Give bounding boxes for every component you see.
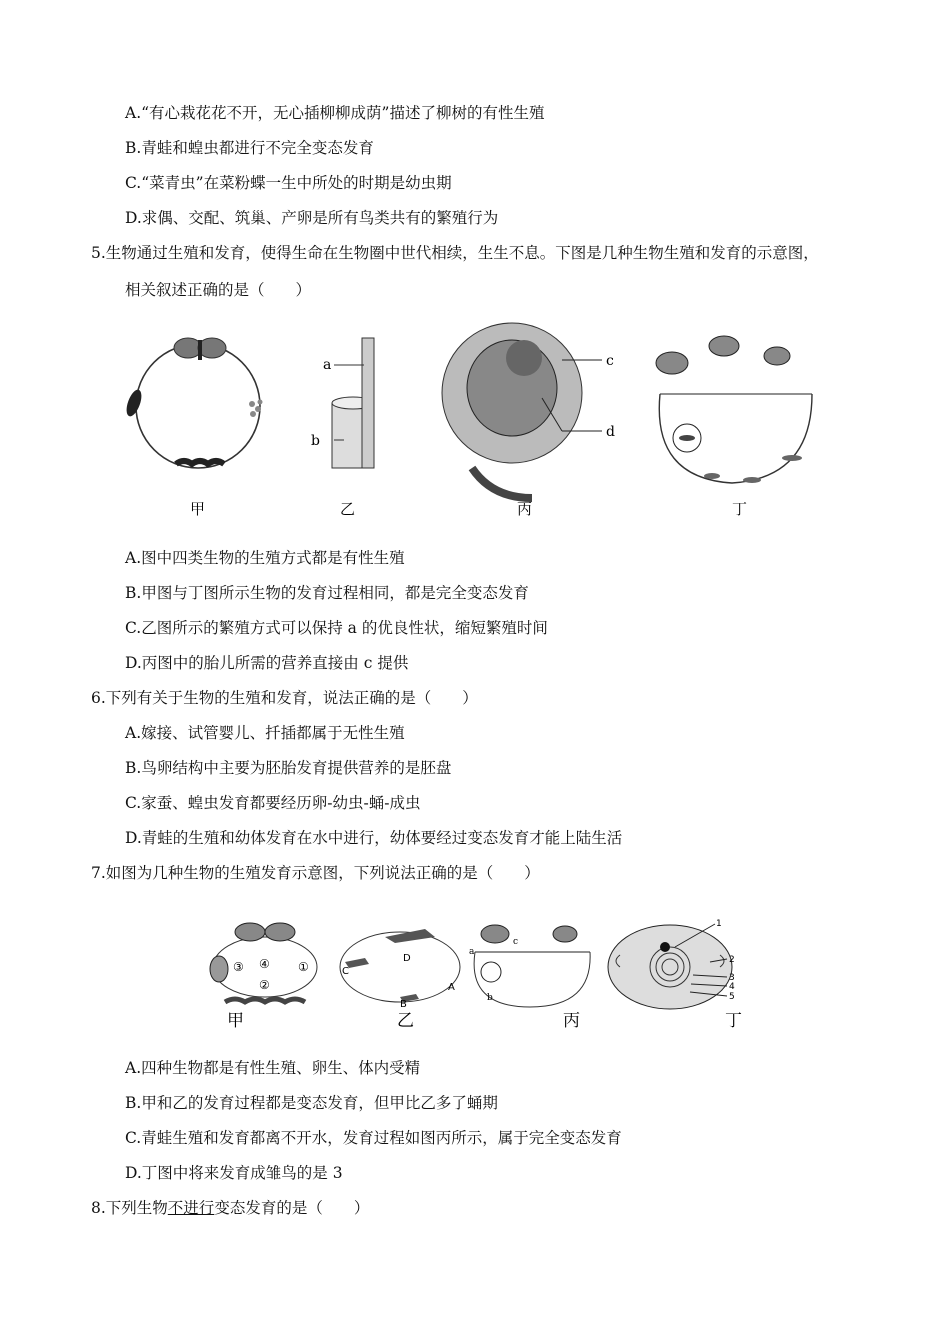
q5-caption-jia: 甲 xyxy=(190,500,206,518)
q5-ding-frog-lifecycle xyxy=(656,336,812,483)
q7-caption-bing: 丙 xyxy=(563,1011,580,1031)
q7-letter-small-b: b xyxy=(487,993,493,1003)
q7-letter-a: A xyxy=(448,982,455,993)
pupa-icon xyxy=(124,388,145,418)
q8-stem-prefix: 8.下列生物 xyxy=(91,1199,168,1217)
q8-stem-suffix: 变态发育的是（ ） xyxy=(214,1199,370,1217)
q4-option-a: A.“有心栽花花不开，无心插柳柳成荫”描述了柳树的有性生殖 xyxy=(125,104,545,122)
q7-ding-bird-egg xyxy=(608,924,732,1009)
q5-bing-fetus xyxy=(442,323,602,498)
frog-icon-3 xyxy=(764,347,790,365)
moth-icon xyxy=(174,338,226,360)
q4-option-d: D.求偶、交配、筑巢、产卵是所有鸟类共有的繁殖行为 xyxy=(125,209,499,227)
frog-egg-icon xyxy=(481,962,501,982)
q5-option-c: C.乙图所示的繁殖方式可以保持 a 的优良性状，缩短繁殖时间 xyxy=(125,619,548,637)
q7-circled-2: ② xyxy=(259,978,270,992)
q5-stem-cont: 相关叙述正确的是（ ） xyxy=(125,281,312,299)
q7-letter-small-c: c xyxy=(513,937,519,947)
q7-letter-small-a: a xyxy=(469,947,475,957)
q5-label-c: c xyxy=(606,353,614,369)
q5-option-b: B.甲图与丁图所示生物的发育过程相同，都是完全变态发育 xyxy=(125,584,529,602)
q7-figure-svg xyxy=(205,912,760,1034)
q7-caption-ding: 丁 xyxy=(725,1011,742,1031)
q5-caption-ding: 丁 xyxy=(732,500,748,518)
locust-icon xyxy=(385,929,435,943)
q6-option-a: A.嫁接、试管婴儿、扦插都属于无性生殖 xyxy=(125,724,405,742)
q7-circled-3: ③ xyxy=(233,960,244,974)
q7-egg-5: 5 xyxy=(729,992,735,1002)
q7-circled-4: ④ xyxy=(259,957,270,971)
q5-label-d: d xyxy=(606,424,615,440)
q7-yi-locust xyxy=(340,929,460,1002)
q5-caption-yi: 乙 xyxy=(340,500,356,518)
q7-caption-jia: 甲 xyxy=(227,1011,244,1031)
q7-egg-2: 2 xyxy=(729,955,735,965)
q5-label-a: a xyxy=(323,357,332,373)
q5-figure-svg xyxy=(112,318,842,528)
q7-caption-yi: 乙 xyxy=(397,1011,414,1031)
q4-option-c: C.“菜青虫”在菜粉蝶一生中所处的时期是幼虫期 xyxy=(125,174,452,192)
q8-stem-underlined: 不进行 xyxy=(167,1199,215,1217)
q7-egg-1: 1 xyxy=(716,919,722,929)
q7-egg-3: 3 xyxy=(729,973,735,983)
q8-stem xyxy=(91,1198,369,1218)
q7-stem: 7.如图为几种生物的生殖发育示意图，下列说法正确的是（ ） xyxy=(91,864,540,882)
q7-option-b: B.甲和乙的发育过程都是变态发育，但甲比乙多了蛹期 xyxy=(125,1094,498,1112)
q5-label-b: b xyxy=(311,433,320,449)
q5-yi-grafting xyxy=(332,338,374,468)
germinal-disc-icon xyxy=(660,942,670,952)
q7-circled-1: ① xyxy=(298,960,309,974)
q5-option-d: D.丙图中的胎儿所需的营养直接由 c 提供 xyxy=(125,654,409,672)
q7-letter-c: C xyxy=(342,966,349,977)
q7-option-a: A.四种生物都是有性生殖、卵生、体内受精 xyxy=(125,1059,421,1077)
q6-stem: 6.下列有关于生物的生殖和发育，说法正确的是（ ） xyxy=(91,689,478,707)
frog-icon-2 xyxy=(709,336,739,356)
q6-option-b: B.鸟卵结构中主要为胚胎发育提供营养的是胚盘 xyxy=(125,759,452,777)
cocoon-icon xyxy=(210,956,228,982)
q5-jia-lifecycle xyxy=(124,338,263,468)
q7-option-d: D.丁图中将来发育成雏鸟的是 3 xyxy=(125,1164,343,1182)
frog-icon xyxy=(481,925,509,943)
larva-icon xyxy=(176,461,224,464)
q7-figure xyxy=(205,912,760,1034)
q7-egg-4: 4 xyxy=(729,982,735,992)
q6-option-d: D.青蛙的生殖和幼体发育在水中进行，幼体要经过变态发育才能上陆生活 xyxy=(125,829,623,847)
q5-caption-bing: 丙 xyxy=(517,500,533,518)
q7-letter-d: D xyxy=(403,953,411,964)
q5-option-a: A.图中四类生物的生殖方式都是有性生殖 xyxy=(125,549,405,567)
q7-letter-b: B xyxy=(400,999,407,1010)
silkworm-larva-icon xyxy=(225,999,305,1002)
eggs-icon xyxy=(249,400,263,418)
silkmoth-icon xyxy=(235,923,265,941)
tadpole-icon xyxy=(704,473,720,479)
frog-icon xyxy=(656,352,688,374)
q4-option-b: B.青蛙和蝗虫都进行不完全变态发育 xyxy=(125,139,374,157)
q5-figure xyxy=(112,318,842,528)
q7-option-c: C.青蛙生殖和发育都离不开水，发育过程如图丙所示，属于完全变态发育 xyxy=(125,1129,622,1147)
q6-option-c: C.家蚕、蝗虫发育都要经历卵-幼虫-蛹-成虫 xyxy=(125,794,421,812)
q5-stem: 5.生物通过生殖和发育，使得生命在生物圈中世代相续，生生不息。下图是几种生物生殖和发育的示意图， xyxy=(91,244,819,262)
